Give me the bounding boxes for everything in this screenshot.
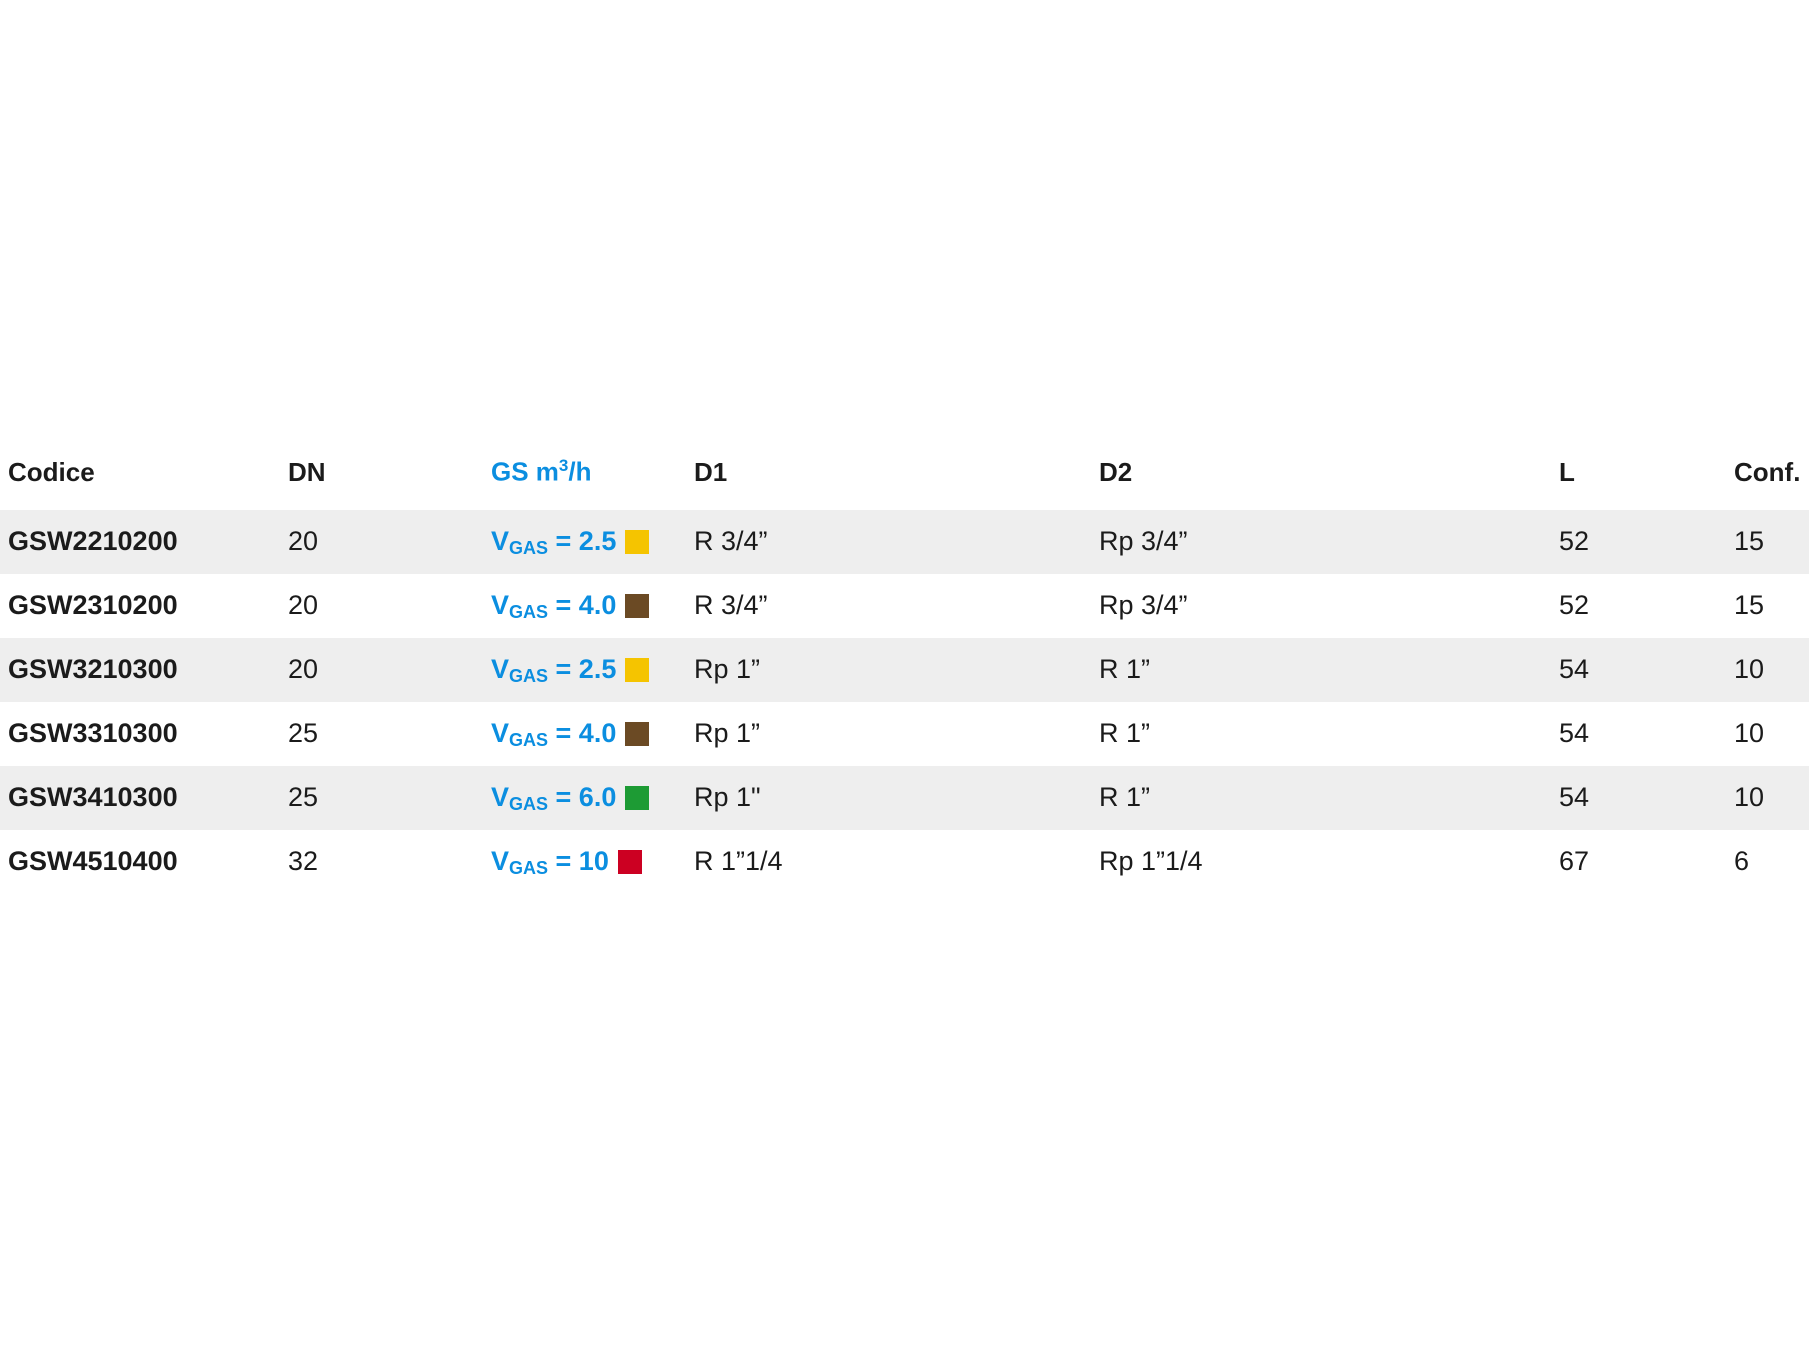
cell-d1: Rp 1" xyxy=(694,782,761,813)
cell-d1: R 3/4” xyxy=(694,526,768,557)
cell-d2: R 1” xyxy=(1099,654,1151,685)
table-row xyxy=(0,830,1809,894)
table-row xyxy=(0,766,1809,830)
cell-d1: Rp 1” xyxy=(694,654,761,685)
vgas-subscript: GAS xyxy=(509,602,549,623)
cell-conf: 10 xyxy=(1734,782,1765,813)
cell-gs xyxy=(491,702,694,766)
cell-d2: R 1” xyxy=(1099,782,1151,813)
cell-gs xyxy=(491,638,694,702)
cell-dn: 25 xyxy=(288,718,319,749)
table-row xyxy=(0,638,1809,702)
cell-codice: GSW3210300 xyxy=(8,654,178,685)
vgas-value xyxy=(491,654,649,685)
column-header-gs-exponent: 3 xyxy=(558,456,569,475)
cell-d2: R 1” xyxy=(1099,718,1151,749)
gas-color-swatch-icon xyxy=(625,530,649,554)
cell-d2: Rp 3/4” xyxy=(1099,590,1188,621)
table-header-row xyxy=(0,456,1809,510)
vgas-label: $V_{GAS} = 6.0$ xyxy=(491,782,617,815)
column-header-d2: D2 xyxy=(1099,456,1133,487)
cell-conf: 15 xyxy=(1734,590,1765,621)
vgas-subscript: GAS xyxy=(509,538,549,559)
column-header-l: L xyxy=(1559,456,1575,487)
cell-dn: 20 xyxy=(288,590,319,621)
cell-dn: 20 xyxy=(288,654,319,685)
vgas-value xyxy=(491,526,649,557)
cell-l: 54 xyxy=(1559,782,1590,813)
gas-color-swatch-icon xyxy=(618,850,642,874)
cell-d1: R 3/4” xyxy=(694,590,768,621)
vgas-label: $V_{GAS} = 2.5$ xyxy=(491,654,617,687)
cell-gs xyxy=(491,766,694,830)
column-header-dn: DN xyxy=(288,456,326,487)
cell-conf: 10 xyxy=(1734,718,1765,749)
vgas-subscript: GAS xyxy=(509,666,549,687)
vgas-value xyxy=(491,782,649,813)
cell-l: 52 xyxy=(1559,590,1590,621)
cell-l: 67 xyxy=(1559,846,1590,877)
cell-dn: 20 xyxy=(288,526,319,557)
gas-color-swatch-icon xyxy=(625,786,649,810)
cell-d1: R 1”1/4 xyxy=(694,846,783,877)
cell-conf: 6 xyxy=(1734,846,1750,877)
vgas-subscript: GAS xyxy=(509,730,549,751)
cell-codice: GSW4510400 xyxy=(8,846,178,877)
cell-l: 54 xyxy=(1559,654,1590,685)
cell-dn: 32 xyxy=(288,846,319,877)
cell-codice: GSW3310300 xyxy=(8,718,178,749)
vgas-value xyxy=(491,590,649,621)
cell-dn: 25 xyxy=(288,782,319,813)
column-header-conf: Conf. xyxy=(1734,456,1801,487)
table-row xyxy=(0,510,1809,574)
cell-gs xyxy=(491,830,694,894)
cell-d1: Rp 1” xyxy=(694,718,761,749)
table-header xyxy=(0,456,1809,510)
vgas-subscript: GAS xyxy=(509,858,549,879)
table-row xyxy=(0,574,1809,638)
column-header-gs-suffix: /h xyxy=(568,456,592,487)
table-body xyxy=(0,510,1809,894)
cell-gs xyxy=(491,574,694,638)
vgas-label: $V_{GAS} = 10$ xyxy=(491,846,609,879)
column-header-codice: Codice xyxy=(8,456,95,487)
vgas-subscript: GAS xyxy=(509,794,549,815)
vgas-value xyxy=(491,718,649,749)
column-header-d1: D1 xyxy=(694,456,728,487)
column-header-gs-prefix: GS m xyxy=(491,456,559,487)
column-header-gs xyxy=(491,456,694,510)
vgas-value xyxy=(491,846,642,877)
cell-conf: 10 xyxy=(1734,654,1765,685)
vgas-label: $V_{GAS} = 4.0$ xyxy=(491,718,617,751)
cell-d2: Rp 1”1/4 xyxy=(1099,846,1203,877)
gas-color-swatch-icon xyxy=(625,722,649,746)
vgas-label: $V_{GAS} = 4.0$ xyxy=(491,590,617,623)
gas-color-swatch-icon xyxy=(625,594,649,618)
product-spec-table xyxy=(0,456,1809,894)
cell-conf: 15 xyxy=(1734,526,1765,557)
cell-codice: GSW2310200 xyxy=(8,590,178,621)
cell-codice: GSW3410300 xyxy=(8,782,178,813)
cell-gs xyxy=(491,510,694,574)
table-row xyxy=(0,702,1809,766)
vgas-label: $V_{GAS} = 2.5$ xyxy=(491,526,617,559)
cell-codice: GSW2210200 xyxy=(8,526,178,557)
cell-l: 54 xyxy=(1559,718,1590,749)
cell-d2: Rp 3/4” xyxy=(1099,526,1188,557)
cell-l: 52 xyxy=(1559,526,1590,557)
gas-color-swatch-icon xyxy=(625,658,649,682)
